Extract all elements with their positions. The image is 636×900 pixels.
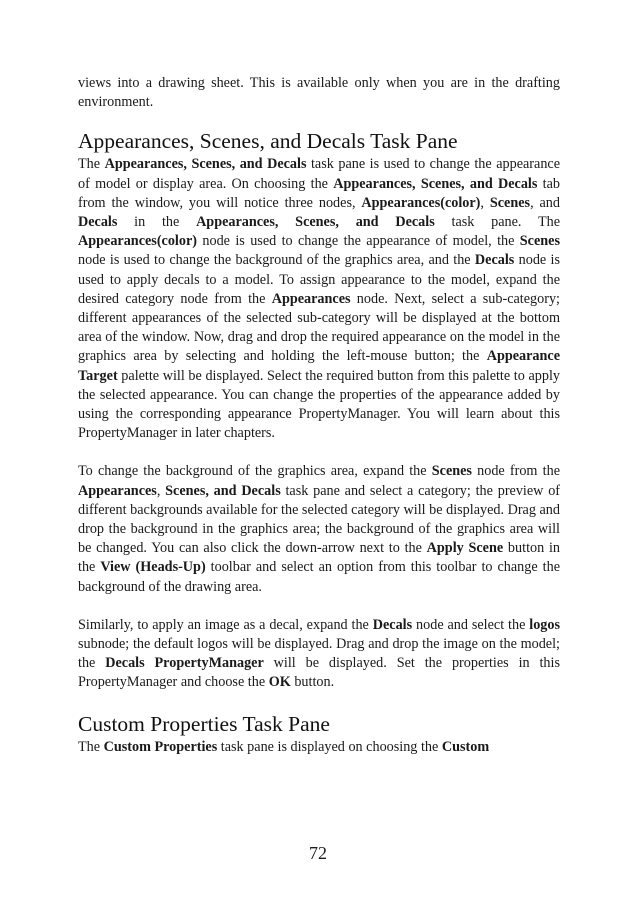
bold-term: Custom	[441, 738, 490, 755]
bold-term: Custom Properties	[103, 738, 218, 755]
bold-term: Scenes	[489, 194, 531, 211]
bold-term: Appearance Target	[78, 348, 560, 384]
bold-term: OK	[268, 674, 291, 691]
bold-term: Decals	[372, 616, 413, 633]
text-run: task pane is used to change the appearance of model or display area. On choosing the	[78, 156, 561, 192]
bold-term: Appearances(color)	[361, 194, 481, 211]
text-run: in the	[117, 214, 197, 231]
bold-term: Appearances, Scenes, and Decals	[104, 156, 307, 173]
bold-term: Decals	[78, 214, 118, 231]
text-run: node and select the	[412, 616, 530, 633]
bold-term: Scenes	[431, 463, 472, 480]
paragraph-spacer	[78, 597, 560, 616]
bold-term: Appearances	[271, 290, 351, 307]
page-number: 72	[309, 843, 327, 863]
text-run: node is used to apply decals to a model. To assign appearance to the model, expand the desired category node from the	[78, 252, 560, 307]
text-run: palette will be displayed. Select the required button from this palette to apply the selected appearance. You can change the properties of the appearance added by using the corresponding appearance PropertyManager. You will learn about this PropertyManager in later chapters.	[78, 367, 560, 442]
paragraph-appearances-overview	[78, 155, 560, 443]
text-run: To change the background of the graphics area, expand the	[78, 463, 432, 480]
text-run: Similarly, to apply an image as a decal, expand the	[78, 616, 373, 633]
text-run: toolbar and select an option from this toolbar to change the background of the drawing area.	[78, 559, 560, 595]
text-run: subnode; the default logos will be displayed. Drag and drop the image on the model; the	[78, 636, 560, 672]
bold-term: Apply Scene	[426, 540, 504, 557]
bold-term: View (Heads-Up)	[100, 559, 206, 576]
bold-term: logos	[529, 616, 560, 633]
bold-term: Appearances(color)	[78, 233, 197, 250]
text-run: node from the	[471, 463, 560, 480]
paragraph-decals	[78, 616, 560, 693]
text-run: task pane and select a category; the preview of different backgrounds available for the selected category will be displayed. Drag and drop the background in the graphics area; the background of the graphics area will be changed. You can also click the down-arrow next to the	[78, 482, 561, 557]
text-run: The	[78, 738, 104, 755]
text-run: task pane. The	[434, 214, 561, 231]
bold-term: Scenes	[519, 233, 560, 250]
text-run: will be displayed. Set the properties in this PropertyManager and choose the	[78, 655, 560, 691]
intro-paragraph: views into a drawing sheet. This is available only when you are in the drafting environment.	[78, 75, 560, 111]
paragraph-custom-properties	[78, 738, 560, 757]
bold-term: Decals PropertyManager	[105, 655, 264, 672]
text-run: node is used to change the appearance of model, the	[197, 233, 520, 250]
text-run: button in the	[78, 540, 560, 576]
paragraph-spacer	[78, 443, 560, 462]
bold-term: Appearances, Scenes, and Decals	[333, 175, 538, 192]
text-run: button.	[290, 674, 335, 691]
text-run: ,	[156, 482, 166, 499]
text-run: The	[78, 156, 105, 173]
paragraph-scenes-background	[78, 462, 560, 596]
page-body	[78, 74, 560, 757]
section-heading-custom-properties: Custom Properties Task Pane	[78, 711, 330, 736]
text-run: tab from the window, you will notice three nodes,	[78, 175, 560, 211]
bold-term: Decals	[474, 252, 515, 269]
bold-term: Appearances, Scenes, and Decals	[196, 214, 435, 231]
section-heading-appearances: Appearances, Scenes, and Decals Task Pane	[78, 129, 458, 154]
text-run: , and	[530, 194, 560, 211]
bold-term: Appearances	[78, 482, 157, 499]
text-run: ,	[480, 194, 490, 211]
text-run: node. Next, select a sub-category; different appearances of the selected sub-category will be displayed at the bottom area of the window. Now, drag and drop the required appearance on the model in the graphics area by selecting and holding the left-mouse button; the	[78, 290, 560, 365]
bold-term: Scenes, and Decals	[165, 482, 281, 499]
text-run: task pane is displayed on choosing the	[217, 738, 442, 755]
text-run: node is used to change the background of the graphics area, and the	[78, 252, 475, 269]
